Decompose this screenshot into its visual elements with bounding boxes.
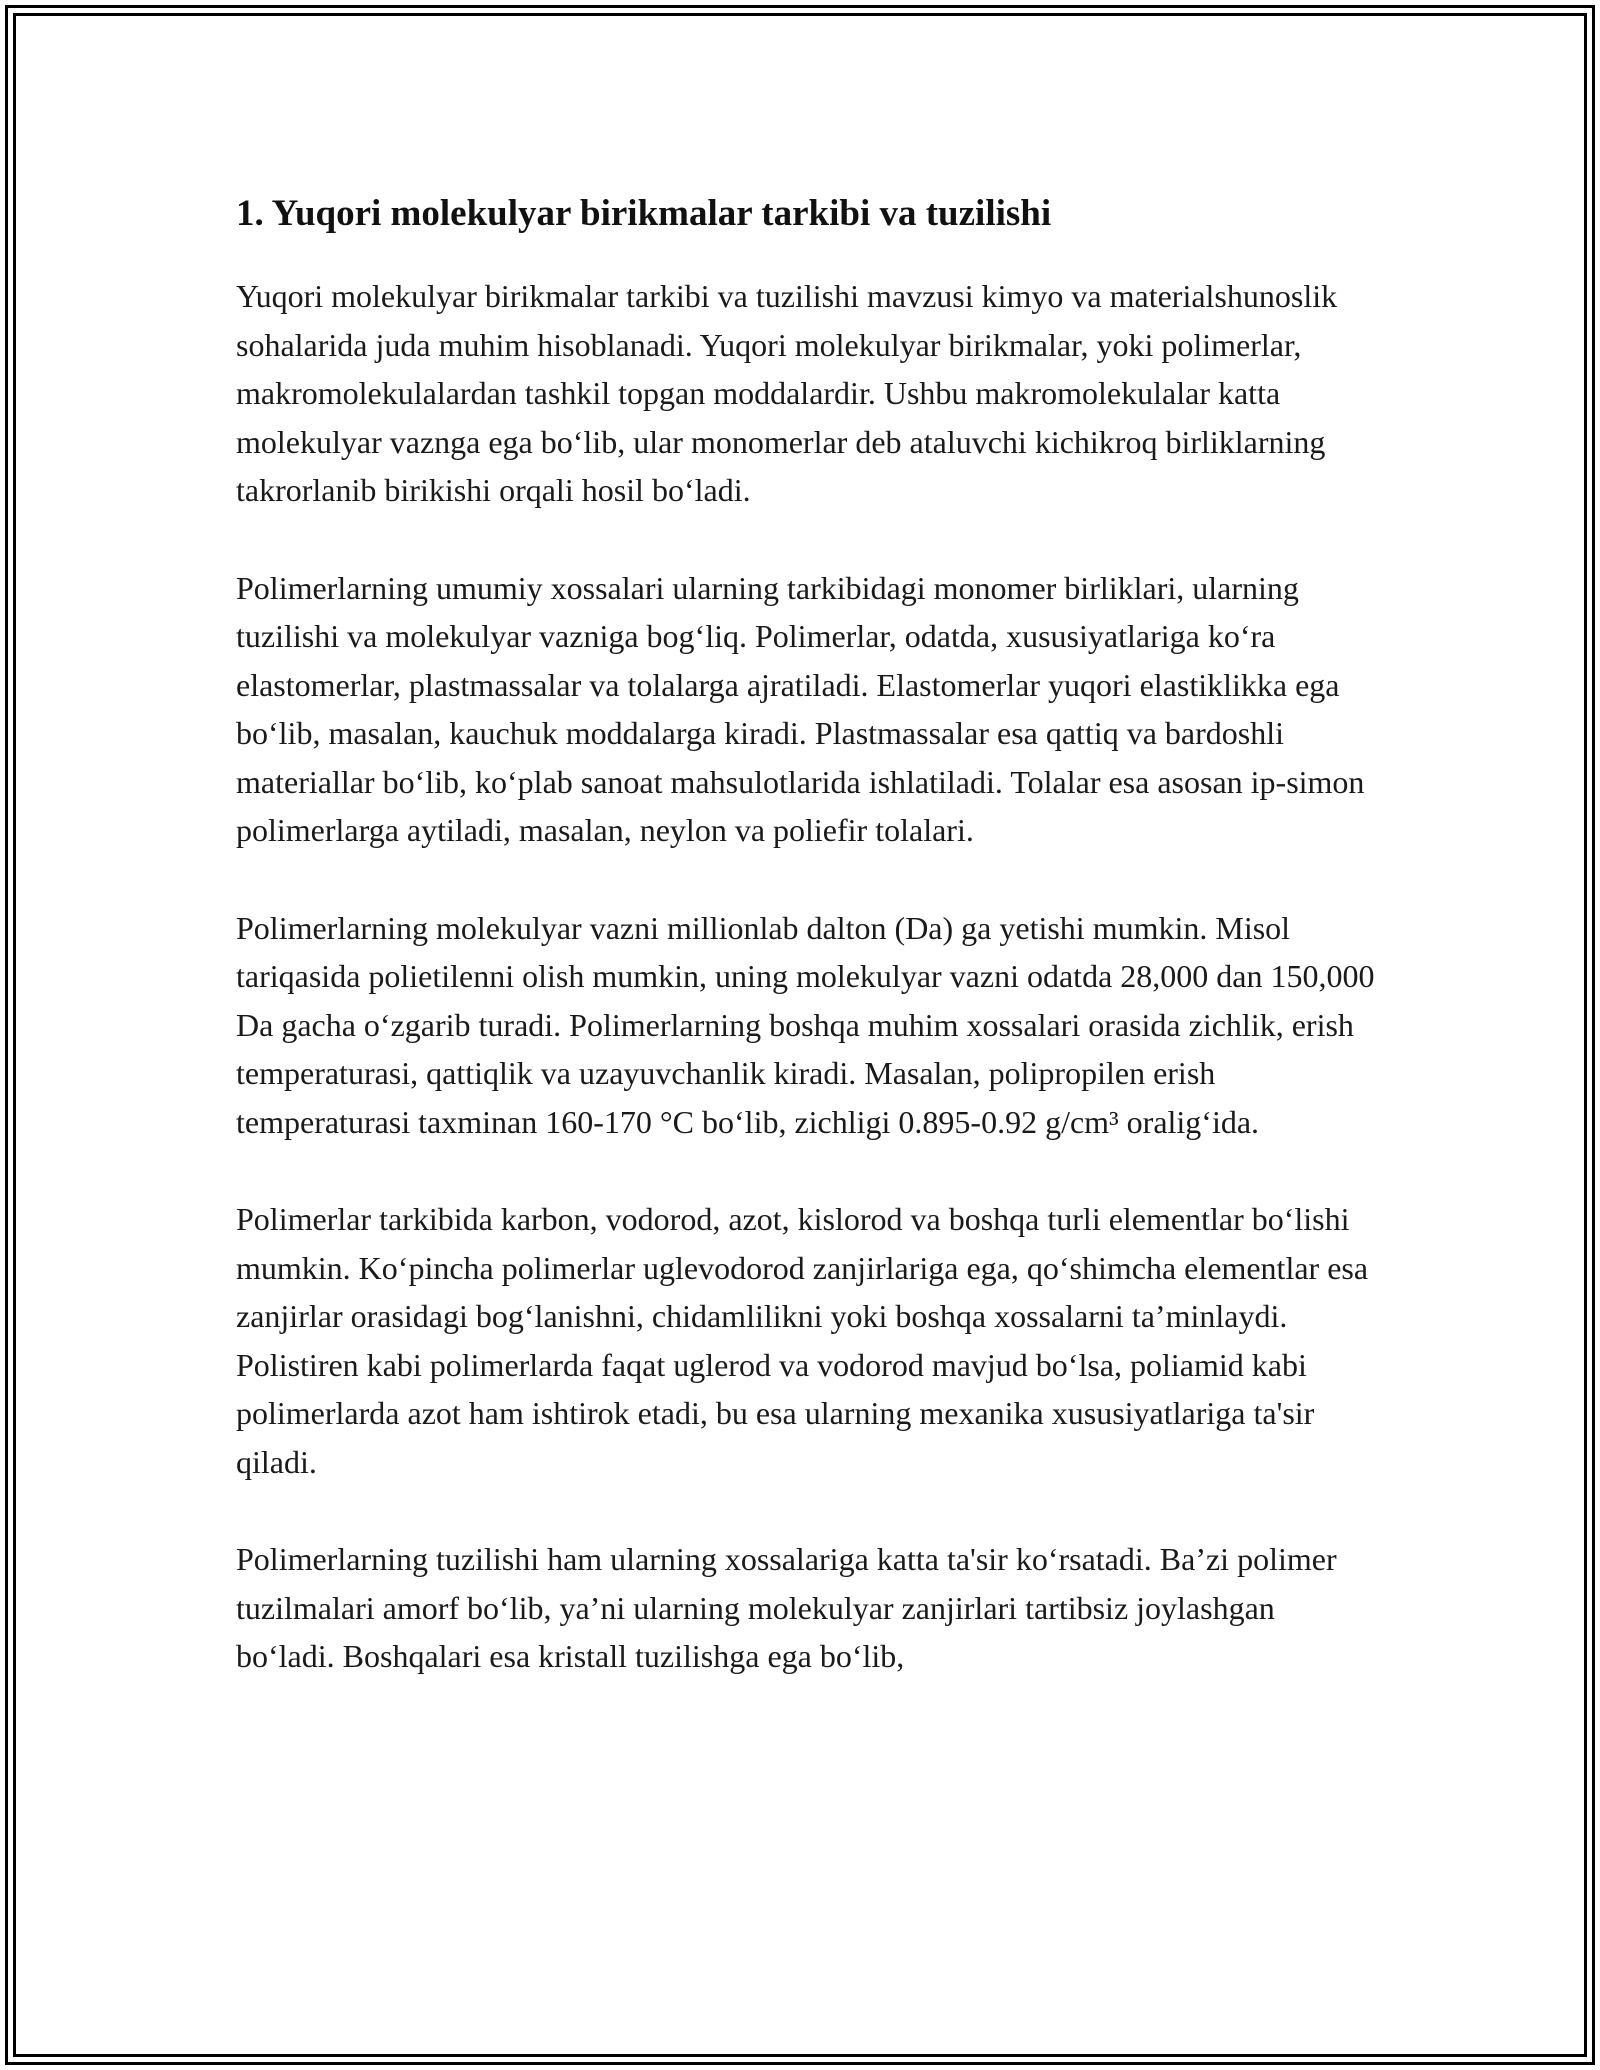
document-body bbox=[236, 188, 1376, 1730]
paragraph-2: Polimerlarning umumiy xossalari ularning tarkibidagi monomer birliklari, ularning tuzilishi va molekulyar vazniga bog‘liq. Polimerlar, odatda, xususiyatlariga ko‘ra elastomerlar, plastmassalar va tolalarga ajratiladi. Elastomerlar yuqori elastiklikka ega bo‘lib, masalan, kauchuk moddalarga kiradi. Plastmassalar esa qattiq va bardoshli materiallar bo‘lib, ko‘plab sanoat mahsulotlarida ishlatiladi. Tolalar esa asosan ip-simon polimerlarga aytiladi, masalan, neylon va poliefir tolalari. bbox=[236, 569, 1365, 848]
paragraph-3: Polimerlarning molekulyar vazni millionlab dalton (Da) ga yetishi mumkin. Misol tariqasida polietilenni olish mumkin, uning molekulyar vazni odatda 28,000 dan 150,000 Da gacha o‘zgarib turadi. Polimerlarning boshqa muhim xossalari orasida zichlik, erish temperaturasi, qattiqlik va uzayuvchanlik kiradi. Masalan, polipropilen erish temperaturasi taxminan 160-170 °C bo‘lib, zichligi 0.895-0.92 g/cm³ oralig‘ida. bbox=[236, 909, 1375, 1140]
section-heading: 1. Yuqori molekulyar birikmalar tarkibi va tuzilishi bbox=[236, 193, 1052, 234]
paragraph-1: Yuqori molekulyar birikmalar tarkibi va tuzilishi mavzusi kimyo va materialshunoslik sohalarida juda muhim hisoblanadi. Yuqori molekulyar birikmalar, yoki polimerlar, makromolekulalardan tashkil topgan moddalardir. Ushbu makromolekulalar katta molekulyar vaznga ega bo‘lib, ular monomerlar deb ataluvchi kichikroq birliklarning takrorlanib birikishi orqali hosil bo‘ladi. bbox=[236, 278, 1338, 508]
paragraph-5: Polimerlarning tuzilishi ham ularning xossalariga katta ta'sir ko‘rsatadi. Ba’zi polimer tuzilmalari amorf bo‘lib, ya’ni ularning molekulyar zanjirlari tartibsiz joylashgan bo‘ladi. Boshqalari esa kristall tuzilishga ega bo‘lib, bbox=[236, 1541, 1337, 1674]
paragraph-4: Polimerlar tarkibida karbon, vodorod, azot, kislorod va boshqa turli elementlar bo‘lishi mumkin. Ko‘pincha polimerlar uglevodorod zanjirlariga ega, qo‘shimcha elementlar esa zanjirlar orasidagi bog‘lanishni, chidamlilikni yoki boshqa xossalarni ta’minlaydi. Polistiren kabi polimerlarda faqat uglerod va vodorod mavjud bo‘lsa, poliamid kabi polimerlarda azot ham ishtirok etadi, bu esa ularning mexanika xususiyatlariga ta'sir qiladi. bbox=[236, 1201, 1369, 1480]
